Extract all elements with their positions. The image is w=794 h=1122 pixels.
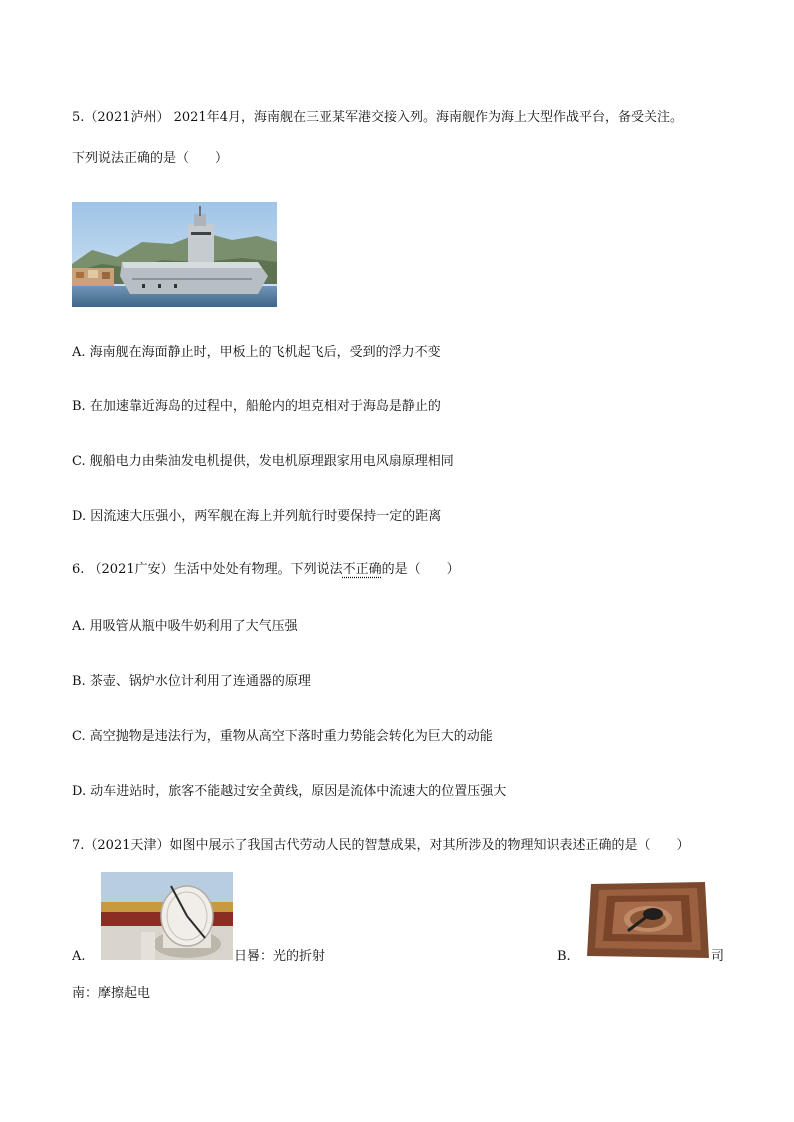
q6-option-d: D. 动车进站时，旅客不能越过安全黄线，原因是流体中流速大的位置压强大 xyxy=(72,784,507,799)
q6-stem-emphasis: 不正确 xyxy=(342,562,382,577)
q6-option-b: B. 茶壶、锅炉水位计利用了连通器的原理 xyxy=(72,674,311,689)
q7-stem: 7.（2021天津）如图中展示了我国古代劳动人民的智慧成果，对其所涉及的物理知识表述正确的是（ ） xyxy=(72,838,690,853)
q7-option-a-letter: A. xyxy=(72,949,86,964)
q5-option-d: D. 因流速大压强小，两军舰在海上并列航行时要保持一定的距离 xyxy=(72,509,442,524)
q5-stem-line1: 5.（2021泸州） 2021年4月，海南舰在三亚某军港交接入列。海南舰作为海上大型作战平台，备受关注。 xyxy=(72,110,683,125)
q6-stem-suffix: 的是（ ） xyxy=(381,562,460,577)
q5-option-c: C. 舰船电力由柴油发电机提供，发电机原理跟家用电风扇原理相同 xyxy=(72,454,454,469)
q7-option-a-text: 日晷：光的折射 xyxy=(234,949,326,964)
q5-stem-line2: 下列说法正确的是（ ） xyxy=(72,151,229,166)
q6-stem xyxy=(72,561,460,579)
ship-photo-icon xyxy=(72,202,277,307)
q6-stem-prefix: 6. （2021广安）生活中处处有物理。下列说法 xyxy=(72,562,343,577)
q7-option-b-letter: B. xyxy=(557,949,571,964)
q6-option-a: A. 用吸管从瓶中吸牛奶利用了大气压强 xyxy=(72,619,298,634)
compass-photo-icon xyxy=(585,880,710,960)
q7-option-b-text-part2: 南：摩擦起电 xyxy=(72,986,151,1001)
q5-option-a: A. 海南舰在海面静止时，甲板上的飞机起飞后，受到的浮力不变 xyxy=(72,345,441,360)
sundial-photo-icon xyxy=(101,872,233,960)
q5-option-b: B. 在加速靠近海岛的过程中，船舱内的坦克相对于海岛是静止的 xyxy=(72,399,441,414)
q7-option-b-text-part1: 司 xyxy=(711,949,725,964)
q6-option-c: C. 高空抛物是违法行为，重物从高空下落时重力势能会转化为巨大的动能 xyxy=(72,729,493,744)
